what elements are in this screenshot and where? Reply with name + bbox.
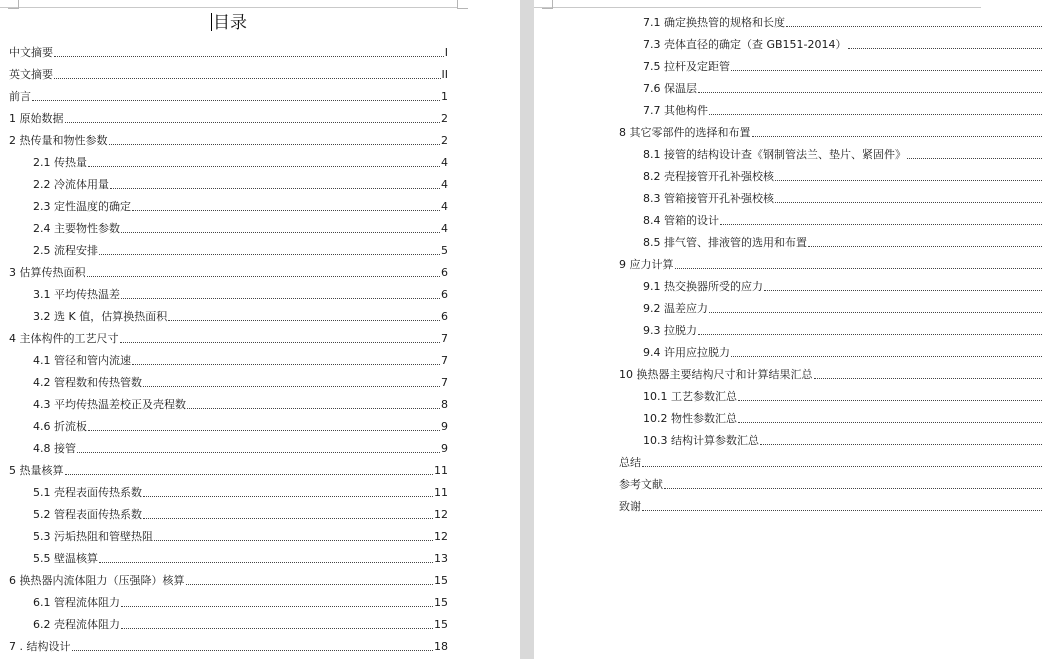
toc-entry[interactable]: [33, 396, 448, 412]
toc-entry[interactable]: [643, 80, 1043, 96]
toc-entry[interactable]: [9, 132, 448, 148]
dot-leader: [99, 254, 440, 255]
toc-entry[interactable]: [643, 234, 1043, 250]
toc-entry-label: 7.3 壳体直径的确定（查 GB151-2014）: [643, 38, 847, 51]
toc-entry-label: 10.3 结构计算参数汇总: [643, 434, 759, 447]
document-page-right[interactable]: [534, 0, 1043, 659]
dot-leader: [121, 232, 440, 233]
toc-entry[interactable]: [9, 88, 448, 104]
toc-entry[interactable]: [643, 432, 1043, 448]
toc-entry[interactable]: [33, 440, 448, 456]
toc-entry[interactable]: [643, 278, 1043, 294]
dot-leader: [760, 444, 1042, 445]
toc-entry[interactable]: [9, 44, 448, 60]
toc-entry-page: I: [444, 46, 448, 59]
toc-entry-page: 7: [441, 376, 448, 389]
toc-entry-page: 15: [434, 574, 448, 587]
toc-entry-label: 5.5 壁温核算: [33, 552, 98, 565]
toc-entry[interactable]: [643, 14, 1043, 30]
toc-title[interactable]: [0, 8, 458, 33]
toc-entry-label: 4 主体构件的工艺尺寸: [9, 332, 119, 345]
toc-entry-label: 5.1 壳程表面传热系数: [33, 486, 142, 499]
toc-entry-page: 7: [441, 332, 448, 345]
dot-leader: [72, 650, 434, 651]
toc-entry[interactable]: [643, 36, 1043, 52]
dot-leader: [120, 342, 441, 343]
page-gutter: [520, 0, 534, 659]
toc-entry-label: 6.1 管程流体阻力: [33, 596, 120, 609]
toc-entry[interactable]: [9, 330, 448, 346]
toc-entry[interactable]: [33, 198, 448, 214]
dot-leader: [186, 584, 434, 585]
dot-leader: [775, 180, 1042, 181]
dot-leader: [132, 364, 440, 365]
toc-entry-page: 11: [434, 486, 448, 499]
toc-entry[interactable]: [33, 594, 448, 610]
dot-leader: [698, 92, 1042, 93]
dot-leader: [121, 628, 433, 629]
toc-entry-label: 3.2 选 K 值，估算换热面积: [33, 310, 168, 323]
dot-leader: [110, 188, 440, 189]
toc-entry-label: 7.5 拉杆及定距管: [643, 60, 730, 73]
dot-leader: [88, 166, 440, 167]
dot-leader: [775, 202, 1042, 203]
toc-entry-label: 6.2 壳程流体阻力: [33, 618, 120, 631]
toc-entry-label: 致谢: [619, 500, 641, 513]
toc-entry-label: 4.6 折流板: [33, 420, 87, 433]
dot-leader: [752, 136, 1043, 137]
toc-entry-page: 2: [441, 112, 448, 125]
toc-entry-label: 7.7 其他构件: [643, 104, 708, 117]
toc-entry-label: 6 换热器内流体阻力（压强降）核算: [9, 574, 185, 587]
toc-entry[interactable]: [9, 264, 448, 280]
toc-entry[interactable]: [643, 300, 1043, 316]
toc-entry-page: 7: [441, 354, 448, 367]
dot-leader: [731, 356, 1042, 357]
dot-leader: [99, 562, 433, 563]
dot-leader: [848, 48, 1042, 49]
toc-entry-page: 13: [434, 552, 448, 565]
toc-entry-label: 10.2 物性参数汇总: [643, 412, 737, 425]
dot-leader: [154, 540, 433, 541]
toc-entry-label: 9.3 拉脱力: [643, 324, 697, 337]
toc-entry-page: 4: [441, 222, 448, 235]
dot-leader: [731, 70, 1042, 71]
dot-leader: [814, 378, 1043, 379]
dot-leader: [764, 290, 1042, 291]
toc-entry-page: 4: [441, 156, 448, 169]
toc-entry-label: 8.1 接管的结构设计查《钢制管法兰、垫片、紧固件》: [643, 148, 906, 161]
toc-entry-label: 7.6 保温层: [643, 82, 697, 95]
toc-entry-label: 2.4 主要物性参数: [33, 222, 120, 235]
toc-entry-label: 5.2 管程表面传热系数: [33, 508, 142, 521]
toc-entry[interactable]: [33, 352, 448, 368]
toc-entry-label: 前言: [9, 90, 31, 103]
toc-entry-label: 2.5 流程安排: [33, 244, 98, 257]
toc-entry-page: 18: [434, 640, 448, 653]
toc-entry-page: 9: [441, 420, 448, 433]
toc-entry-label: 8.4 管箱的设计: [643, 214, 719, 227]
dot-leader: [132, 210, 440, 211]
toc-entry-label: 7.1 确定换热管的规格和长度: [643, 16, 785, 29]
toc-entry-page: 15: [434, 618, 448, 631]
toc-entry-page: 12: [434, 508, 448, 521]
toc-entry-label: 2.3 定性温度的确定: [33, 200, 131, 213]
toc-entry-label: 7 . 结构设计: [9, 640, 71, 653]
toc-entry[interactable]: [33, 286, 448, 302]
toc-entry-label: 4.2 管程数和传热管数: [33, 376, 142, 389]
toc-entry[interactable]: [619, 476, 1043, 492]
toc-entry-label: 3 估算传热面积: [9, 266, 86, 279]
dot-leader: [121, 606, 433, 607]
margin-corner-mark: [542, 0, 553, 9]
dot-leader: [88, 430, 440, 431]
dot-leader: [168, 320, 440, 321]
toc-entry-label: 5 热量核算: [9, 464, 64, 477]
toc-entry-label: 8.2 壳程接管开孔补强校核: [643, 170, 774, 183]
dot-leader: [720, 224, 1042, 225]
toc-entry[interactable]: [33, 374, 448, 390]
toc-entry-label: 2 热传量和物性参数: [9, 134, 108, 147]
dot-leader: [54, 56, 444, 57]
toc-entry-label: 2.1 传热量: [33, 156, 87, 169]
dot-leader: [54, 78, 441, 79]
toc-entry-label: 8.5 排气管、排液管的选用和布置: [643, 236, 807, 249]
toc-entry[interactable]: [33, 528, 448, 544]
dot-leader: [143, 518, 433, 519]
toc-entry[interactable]: [643, 58, 1043, 74]
toc-entry-label: 10.1 工艺参数汇总: [643, 390, 737, 403]
toc-entry[interactable]: [9, 462, 448, 478]
toc-entry-label: 9.1 热交换器所受的应力: [643, 280, 763, 293]
toc-entry-label: 9.2 温差应力: [643, 302, 708, 315]
dot-leader: [738, 400, 1042, 401]
dot-leader: [65, 122, 441, 123]
margin-corner-mark: [457, 0, 468, 9]
toc-entry-page: 2: [441, 134, 448, 147]
toc-entry[interactable]: [619, 256, 1043, 272]
dot-leader: [65, 474, 434, 475]
toc-entry-label: 4.8 接管: [33, 442, 76, 455]
toc-entry-page: 6: [441, 310, 448, 323]
toc-entry-label: 3.1 平均传热温差: [33, 288, 120, 301]
toc-entry-label: 9.4 许用应拉脱力: [643, 346, 730, 359]
toc-entry-label: 1 原始数据: [9, 112, 64, 125]
toc-entry-label: 总结: [619, 456, 641, 469]
toc-entry-label: 4.1 管径和管内流速: [33, 354, 131, 367]
dot-leader: [32, 100, 440, 101]
toc-entry-label: 8.3 管箱接管开孔补强校核: [643, 192, 774, 205]
toc-entry[interactable]: [619, 124, 1043, 140]
toc-entry-page: 6: [441, 266, 448, 279]
toc-entry[interactable]: [9, 110, 448, 126]
toc-entry[interactable]: [33, 220, 448, 236]
toc-entry[interactable]: [33, 308, 448, 324]
toc-entry-page: 1: [441, 90, 448, 103]
toc-entry[interactable]: [9, 66, 448, 82]
toc-entry-label: 英文摘要: [9, 68, 53, 81]
dot-leader: [77, 452, 440, 453]
document-page-left[interactable]: [0, 0, 520, 659]
dot-leader: [709, 312, 1042, 313]
toc-entry-page: 4: [441, 200, 448, 213]
dot-leader: [143, 386, 440, 387]
toc-entry[interactable]: [619, 498, 1043, 514]
toc-entry[interactable]: [33, 418, 448, 434]
dot-leader: [121, 298, 440, 299]
toc-entry[interactable]: [643, 322, 1043, 338]
toc-entry-page: II: [441, 68, 448, 81]
toc-entry-label: 10 换热器主要结构尺寸和计算结果汇总: [619, 368, 813, 381]
toc-entry[interactable]: [643, 344, 1043, 360]
toc-entry[interactable]: [619, 366, 1043, 382]
dot-leader: [642, 466, 1042, 467]
toc-entry-page: 9: [441, 442, 448, 455]
toc-entry[interactable]: [33, 242, 448, 258]
toc-entry[interactable]: [9, 638, 448, 654]
toc-entry[interactable]: [643, 212, 1043, 228]
toc-entry[interactable]: [643, 168, 1043, 184]
toc-entry[interactable]: [643, 190, 1043, 206]
dot-leader: [675, 268, 1043, 269]
dot-leader: [808, 246, 1042, 247]
dot-leader: [87, 276, 441, 277]
dot-leader: [738, 422, 1042, 423]
toc-entry-page: 4: [441, 178, 448, 191]
toc-entry-page: 11: [434, 464, 448, 477]
toc-title-text: 目录: [213, 13, 247, 33]
toc-entry[interactable]: [643, 146, 1043, 162]
dot-leader: [109, 144, 441, 145]
dot-leader: [786, 26, 1042, 27]
dot-leader: [709, 114, 1042, 115]
dot-leader: [143, 496, 433, 497]
dot-leader: [187, 408, 440, 409]
toc-entry-label: 2.2 冷流体用量: [33, 178, 109, 191]
toc-entry[interactable]: [33, 154, 448, 170]
toc-entry-page: 12: [434, 530, 448, 543]
toc-entry-label: 9 应力计算: [619, 258, 674, 271]
toc-entry[interactable]: [33, 176, 448, 192]
toc-entry-page: 8: [441, 398, 448, 411]
toc-entry[interactable]: [33, 506, 448, 522]
toc-entry[interactable]: [643, 388, 1043, 404]
toc-entry[interactable]: [33, 616, 448, 632]
toc-entry[interactable]: [643, 410, 1043, 426]
toc-entry-label: 5.3 污垢热阻和管壁热阻: [33, 530, 153, 543]
page-top-rule: [534, 7, 981, 8]
toc-entry-page: 6: [441, 288, 448, 301]
dot-leader: [907, 158, 1042, 159]
dot-leader: [698, 334, 1042, 335]
dot-leader: [664, 488, 1042, 489]
toc-entry-label: 4.3 平均传热温差校正及壳程数: [33, 398, 186, 411]
toc-entry[interactable]: [619, 454, 1043, 470]
toc-entry[interactable]: [9, 572, 448, 588]
toc-entry[interactable]: [33, 484, 448, 500]
toc-entry-label: 中文摘要: [9, 46, 53, 59]
toc-entry-page: 15: [434, 596, 448, 609]
toc-entry[interactable]: [33, 550, 448, 566]
toc-entry-label: 参考文献: [619, 478, 663, 491]
dot-leader: [642, 510, 1042, 511]
toc-entry-label: 8 其它零部件的选择和布置: [619, 126, 751, 139]
text-cursor: [211, 13, 212, 31]
toc-entry[interactable]: [643, 102, 1043, 118]
toc-entry-page: 5: [441, 244, 448, 257]
